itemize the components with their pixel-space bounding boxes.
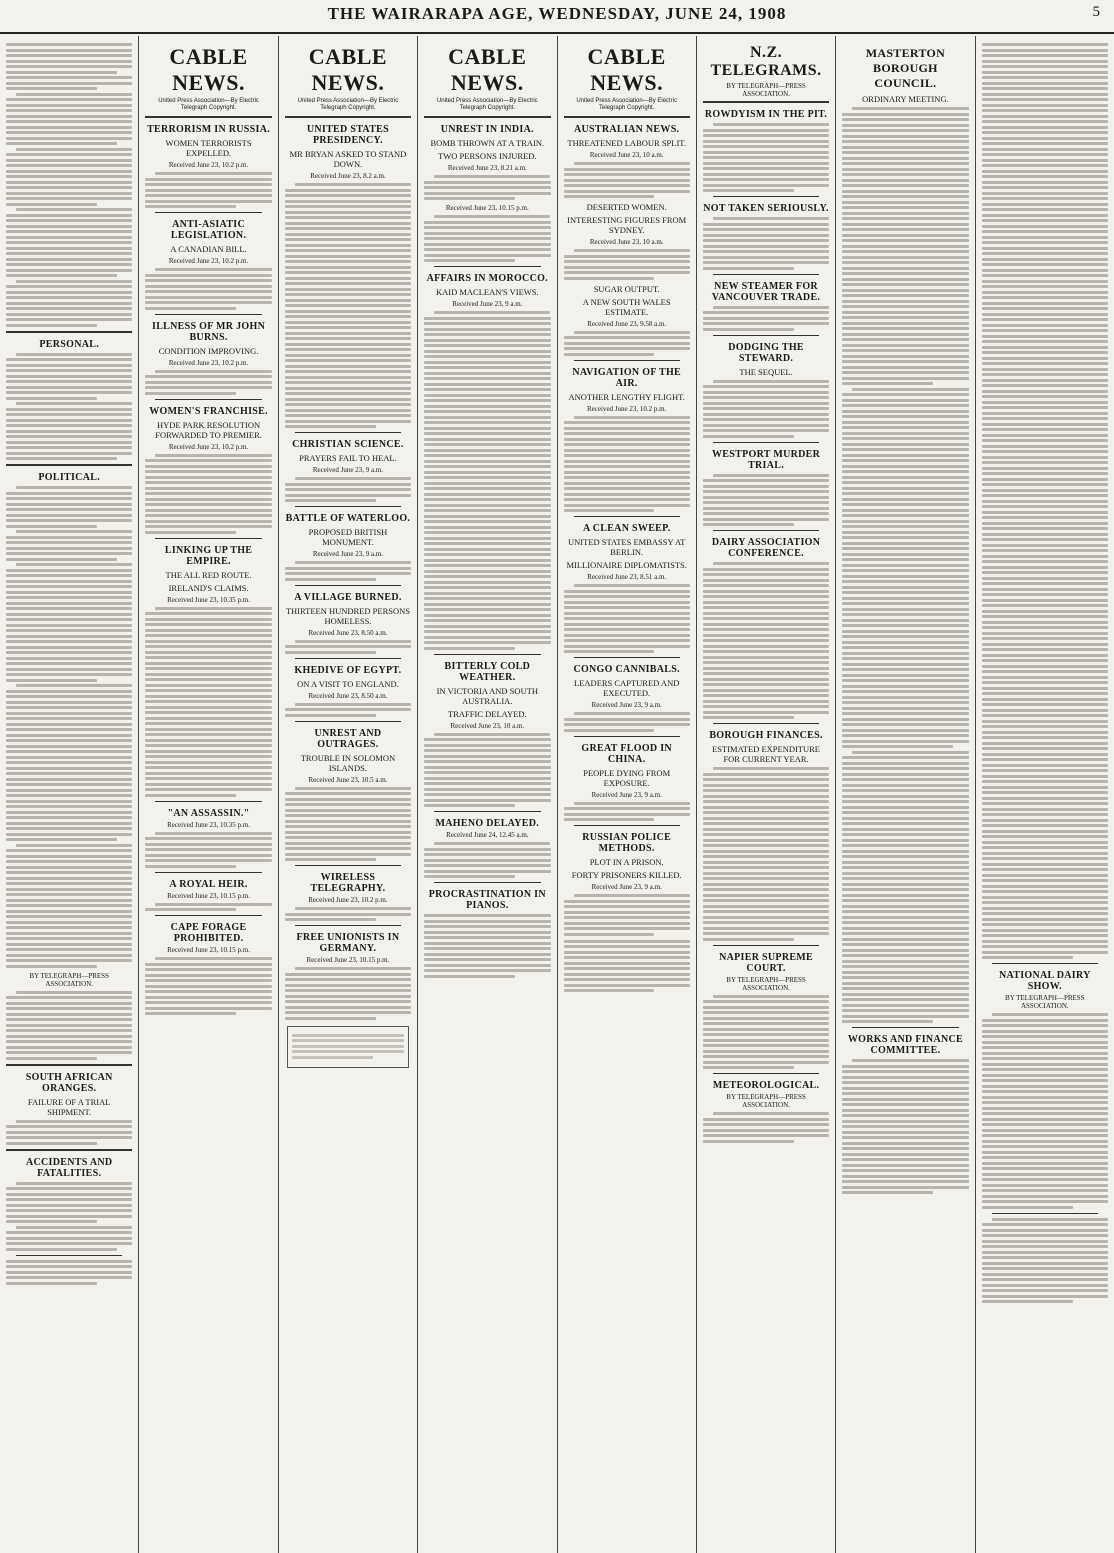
article-body [285, 477, 411, 502]
section-heading: A ROYAL HEIR. [169, 878, 248, 890]
divider [295, 721, 401, 722]
article-body [564, 894, 690, 936]
dateline: Received June 23, 8.51 a.m. [587, 573, 667, 581]
dateline: Received June 23, 10.2 p.m. [168, 358, 249, 367]
article-body [703, 767, 829, 941]
article-body [145, 268, 271, 310]
column-2 [139, 36, 278, 1553]
section-heading: ACCIDENTS AND FATALITIES. [25, 1156, 113, 1179]
article-body [564, 584, 690, 653]
dateline: Received June 23, 10.5 a.m. [308, 775, 388, 784]
section-subheading: ANOTHER LENGTHY FLIGHT. [568, 391, 685, 402]
section-heading: DODGING THE STEWARD. [728, 341, 804, 364]
article-body [703, 380, 829, 438]
section-subheading: THE ALL RED ROUTE. [165, 569, 252, 580]
divider [574, 736, 680, 737]
section-heading: KHEDIVE OF EGYPT. [294, 664, 402, 676]
divider [155, 314, 261, 315]
telegraph-credit: BY TELEGRAPH—PRESS ASSOCIATION. [1005, 994, 1085, 1010]
article-body [285, 640, 411, 654]
section-heading: A CLEAN SWEEP. [582, 523, 671, 534]
dateline: Received June 23, 9 a.m. [452, 300, 523, 308]
section-heading: AFFAIRS IN MOROCCO. [426, 273, 548, 284]
article-body [145, 832, 271, 868]
telegraph-credit: BY TELEGRAPH—PRESS ASSOCIATION. [29, 971, 109, 988]
article-body [703, 474, 829, 527]
divider [155, 399, 261, 400]
divider [155, 915, 261, 916]
section-subheading: IRELAND'S CLAIMS. [168, 582, 249, 593]
advertisement [982, 1218, 1108, 1304]
section-subheading: THIRTEEN HUNDRED PERSONS HOMELESS. [285, 605, 411, 626]
section-subheading: CONDITION IMPROVING. [158, 345, 259, 356]
section-subheading: PROPOSED BRITISH MONUMENT. [308, 527, 388, 547]
telegraph-credit: BY TELEGRAPH—PRESS ASSOCIATION. [726, 975, 806, 992]
section-subheading: MR BRYAN ASKED TO STAND DOWN. [289, 149, 407, 169]
dateline: Received June 23, 9 a.m. [591, 701, 662, 709]
section-heading: PERSONAL. [39, 338, 100, 350]
article-body [285, 967, 411, 1020]
article-body [285, 561, 411, 581]
divider [713, 530, 819, 531]
section-heading: TERRORISM IN RUSSIA. [147, 124, 271, 135]
section-subheading: ON A VISIT TO ENGLAND. [297, 678, 399, 689]
divider [564, 116, 690, 118]
section-heading: DAIRY ASSOCIATION CONFERENCE. [711, 537, 821, 559]
divider [574, 657, 680, 658]
section-heading: SOUTH AFRICAN ORANGES. [25, 1071, 113, 1094]
section-subheading: A NEW SOUTH WALES ESTIMATE. [582, 296, 671, 317]
section-heading: NATIONAL DAIRY SHOW. [998, 970, 1091, 992]
dateline: Received June 23, 10.2 p.m. [587, 404, 667, 413]
divider [6, 1149, 132, 1151]
divider [6, 1064, 132, 1066]
section-heading: GREAT FLOOD IN CHINA. [581, 742, 672, 765]
advertisement [287, 1026, 409, 1068]
divider [434, 811, 540, 812]
divider [434, 654, 540, 655]
columns [0, 36, 1114, 1553]
dateline: Received June 23, 10.2 p.m. [168, 257, 249, 265]
divider [6, 331, 132, 333]
section-heading: WORKS AND FINANCE COMMITTEE. [847, 1034, 963, 1056]
divider [992, 1213, 1098, 1214]
section-subheading: PLOT IN A PRISON. [589, 857, 664, 867]
divider [713, 335, 819, 336]
divider [295, 585, 401, 586]
article-body [564, 331, 690, 356]
section-heading: CONGO CANNIBALS. [573, 664, 680, 675]
advertisement [424, 914, 550, 978]
column-5 [558, 36, 697, 1553]
cable-news-title: CABLE NEWS. [169, 44, 248, 95]
dateline: Received June 23, 8.21 a.m. [447, 164, 527, 172]
divider [145, 116, 271, 118]
article-body [6, 486, 132, 968]
dateline: Received June 23, 10.35 p.m. [167, 595, 250, 604]
divider [295, 865, 401, 866]
column-4 [418, 36, 557, 1553]
article-body [6, 353, 132, 461]
section-heading: LINKING UP THE EMPIRE. [164, 544, 253, 567]
section-subheading: SUGAR OUTPUT. [593, 283, 660, 294]
section-subheading: ORDINARY MEETING. [862, 94, 949, 104]
section-subheading: WOMEN TERRORISTS EXPELLED. [165, 138, 252, 158]
section-heading: UNREST IN INDIA. [440, 124, 534, 135]
section-subheading: KAID MACLEAN'S VIEWS. [435, 287, 539, 297]
article-body [424, 733, 550, 808]
section-subheading: UNITED STATES EMBASSY AT BERLIN. [568, 537, 686, 557]
dateline: Received June 23, 9.58 a.m. [587, 319, 667, 328]
section-subheading: MILLIONAIRE DIPLOMATISTS. [566, 560, 687, 570]
masthead-title: THE WAIRARAPA AGE, WEDNESDAY, JUNE 24, 1908 [327, 4, 787, 23]
dateline: Received June 23, 8.50 a.m. [308, 691, 388, 700]
dateline: Received June 23, 10.15 p.m. [306, 956, 390, 964]
press-association-credit: United Press Association—By Electric Telegraph Copyright. [158, 98, 259, 111]
section-heading: MAHENO DELAYED. [435, 818, 540, 829]
article-body [285, 703, 411, 717]
section-heading: CHRISTIAN SCIENCE. [292, 439, 404, 450]
divider [295, 432, 401, 433]
section-heading: ANTI-ASIATIC LEGISLATION. [170, 219, 247, 241]
article-body [6, 1182, 132, 1251]
section-heading: WESTPORT MURDER TRIAL. [711, 448, 821, 471]
article-body [145, 607, 271, 797]
divider [285, 116, 411, 118]
column-3 [279, 36, 418, 1553]
section-subheading: BOMB THROWN AT A TRAIN. [430, 138, 545, 148]
page-number: 5 [1092, 4, 1100, 20]
section-heading: RUSSIAN POLICE METHODS. [582, 832, 672, 854]
dateline: Received June 23, 10.2 p.m. [308, 896, 388, 904]
dateline: Received June 23, 10.2 p.m. [168, 442, 249, 451]
article-body [424, 215, 550, 262]
article-body [424, 842, 550, 878]
article-body [564, 802, 690, 822]
article-body [285, 787, 411, 862]
section-subheading: PRAYERS FAIL TO HEAL. [299, 453, 397, 463]
section-heading: AUSTRALIAN NEWS. [573, 124, 680, 135]
divider [155, 872, 261, 873]
section-heading: BATTLE OF WATERLOO. [285, 513, 411, 524]
article-body [982, 43, 1108, 959]
section-subheading: FAILURE OF A TRIAL SHIPMENT. [27, 1096, 111, 1117]
divider [713, 1073, 819, 1074]
section-heading: FREE UNIONISTS IN GERMANY. [296, 932, 400, 954]
section-heading: WOMEN'S FRANCHISE. [149, 405, 268, 417]
section-subheading: FORTY PRISONERS KILLED. [571, 870, 682, 880]
dateline: Received June 23, 8.2 a.m. [310, 172, 386, 180]
article-body [424, 175, 550, 200]
article-body [982, 1013, 1108, 1209]
press-association-credit: United Press Association—By Electric Telegraph Copyright. [436, 98, 538, 111]
divider [713, 945, 819, 946]
article-body [6, 43, 132, 327]
section-heading: BOROUGH FINANCES. [709, 730, 823, 741]
divider [434, 882, 540, 883]
press-association-credit: United Press Association—By Electric Telegraph Copyright. [576, 98, 678, 111]
dateline: Received June 23, 10.15 p.m. [167, 891, 250, 900]
section-subheading: DESERTED WOMEN. [586, 202, 667, 212]
section-heading: CAPE FORAGE PROHIBITED. [170, 922, 247, 944]
divider [424, 116, 550, 118]
divider [852, 1027, 958, 1028]
article-body [145, 172, 271, 208]
nz-telegrams-title: N.Z. TELEGRAMS. [710, 44, 822, 79]
column-6 [697, 36, 836, 1553]
dateline: Received June 23, 10.15 p.m. [167, 946, 250, 954]
divider [155, 212, 261, 213]
section-subheading: TRAFFIC DELAYED. [448, 708, 527, 719]
column-1 [0, 36, 139, 1553]
article-body [6, 1120, 132, 1145]
article-body [145, 903, 271, 912]
masthead [0, 0, 1114, 34]
section-subheading: LEADERS CAPTURED AND EXECUTED. [574, 678, 680, 698]
cable-news-title: CABLE NEWS. [308, 44, 388, 95]
dateline: Received June 23, 10 a.m. [450, 721, 525, 730]
article-body [842, 107, 968, 1023]
dateline: Received June 23, 10.2 p.m. [168, 161, 249, 169]
divider [713, 442, 819, 443]
divider [295, 506, 401, 507]
divider [295, 658, 401, 659]
section-subheading: TROUBLE IN SOLOMON ISLANDS. [300, 752, 396, 773]
cable-news-title: CABLE NEWS. [448, 44, 527, 95]
article-body [564, 162, 690, 198]
section-heading: ILLNESS OF MR JOHN BURNS. [152, 320, 266, 343]
cable-news-title: CABLE NEWS. [587, 44, 666, 95]
section-subheading: PEOPLE DYING FROM EXPOSURE. [583, 767, 671, 788]
article-body [424, 311, 550, 650]
article-body [564, 249, 690, 280]
dateline: Received June 23, 9 a.m. [591, 883, 662, 891]
section-subheading: IN VICTORIA AND SOUTH AUSTRALIA. [436, 685, 539, 706]
section-subheading: HYDE PARK RESOLUTION FORWARDED TO PREMIER. [155, 419, 262, 440]
section-heading: POLITICAL. [38, 472, 100, 483]
section-subheading: TWO PERSONS INJURED. [438, 151, 537, 161]
section-heading: WIRELESS TELEGRAPHY. [310, 872, 386, 894]
article-body [564, 712, 690, 732]
column-7 [836, 36, 975, 1553]
telegraph-credit: BY TELEGRAPH—PRESS ASSOCIATION. [726, 82, 806, 98]
article-body [703, 123, 829, 192]
divider [574, 516, 680, 517]
section-heading: METEOROLOGICAL. [712, 1080, 820, 1091]
divider [16, 1255, 122, 1256]
dateline: Received June 24, 12.45 a.m. [446, 831, 529, 839]
section-heading: BITTERLY COLD WEATHER. [444, 660, 531, 683]
column-8 [976, 36, 1114, 1553]
divider [703, 101, 829, 103]
divider [574, 360, 680, 361]
article-body [145, 957, 271, 1015]
article-body [703, 562, 829, 719]
section-subheading: THE SEQUEL. [739, 366, 793, 377]
divider [6, 464, 132, 466]
article-body [285, 183, 411, 428]
divider [713, 196, 819, 197]
dateline: Received June 23, 10 a.m. [589, 238, 664, 246]
article-body [564, 416, 690, 513]
section-subheading: A CANADIAN BILL. [170, 244, 247, 254]
press-association-credit: United Press Association—By Electric Telegraph Copyright. [297, 98, 399, 111]
article-body [703, 217, 829, 270]
article-body [703, 1112, 829, 1143]
divider [434, 266, 540, 267]
article-body [145, 370, 271, 395]
section-subheading: THREATENED LABOUR SPLIT. [567, 138, 686, 148]
article-body [703, 995, 829, 1070]
telegraph-credit: BY TELEGRAPH—PRESS ASSOCIATION. [726, 1093, 806, 1109]
section-heading: UNITED STATES PRESIDENCY. [306, 124, 390, 146]
dateline: Received June 23, 10.35 p.m. [167, 820, 250, 829]
divider [155, 538, 261, 539]
section-heading: MASTERTON BOROUGH COUNCIL. [865, 46, 946, 90]
article-body [842, 1059, 968, 1194]
divider [155, 801, 261, 802]
section-heading: NEW STEAMER FOR VANCOUVER TRADE. [711, 280, 821, 303]
section-subheading: INTERESTING FIGURES FROM SYDNEY. [567, 215, 687, 235]
dateline: Received June 23, 9 a.m. [591, 790, 662, 799]
section-heading: "AN ASSASSIN." [167, 807, 250, 819]
article-body [145, 454, 271, 534]
section-heading: NAVIGATION OF THE AIR. [572, 366, 681, 389]
article-body [703, 306, 829, 331]
section-heading: ROWDYISM IN THE PIT. [704, 109, 828, 120]
dateline: Received June 23, 10.15 p.m. [445, 204, 529, 212]
section-heading: PROCRASTINATION IN PIANOS. [428, 889, 546, 911]
advertisement [6, 1260, 132, 1285]
article-body [6, 991, 132, 1060]
divider [295, 925, 401, 926]
section-heading: UNREST AND OUTRAGES. [314, 727, 382, 750]
dateline: Received June 23, 9 a.m. [312, 466, 384, 474]
article-body [285, 907, 411, 921]
divider [713, 723, 819, 724]
divider [574, 825, 680, 826]
divider [992, 963, 1098, 964]
dateline: Received June 23, 9 a.m. [312, 550, 384, 558]
section-heading: NAPIER SUPREME COURT. [719, 951, 814, 974]
dateline: Received June 23, 10 a.m. [589, 151, 664, 159]
section-heading: NOT TAKEN SERIOUSLY. [703, 203, 829, 214]
advertisement [564, 940, 690, 993]
dateline: Received June 23, 8.50 a.m. [308, 628, 388, 637]
section-heading: A VILLAGE BURNED. [294, 591, 402, 603]
divider [713, 274, 819, 275]
section-subheading: ESTIMATED EXPENDITURE FOR CURRENT YEAR. [712, 744, 821, 764]
